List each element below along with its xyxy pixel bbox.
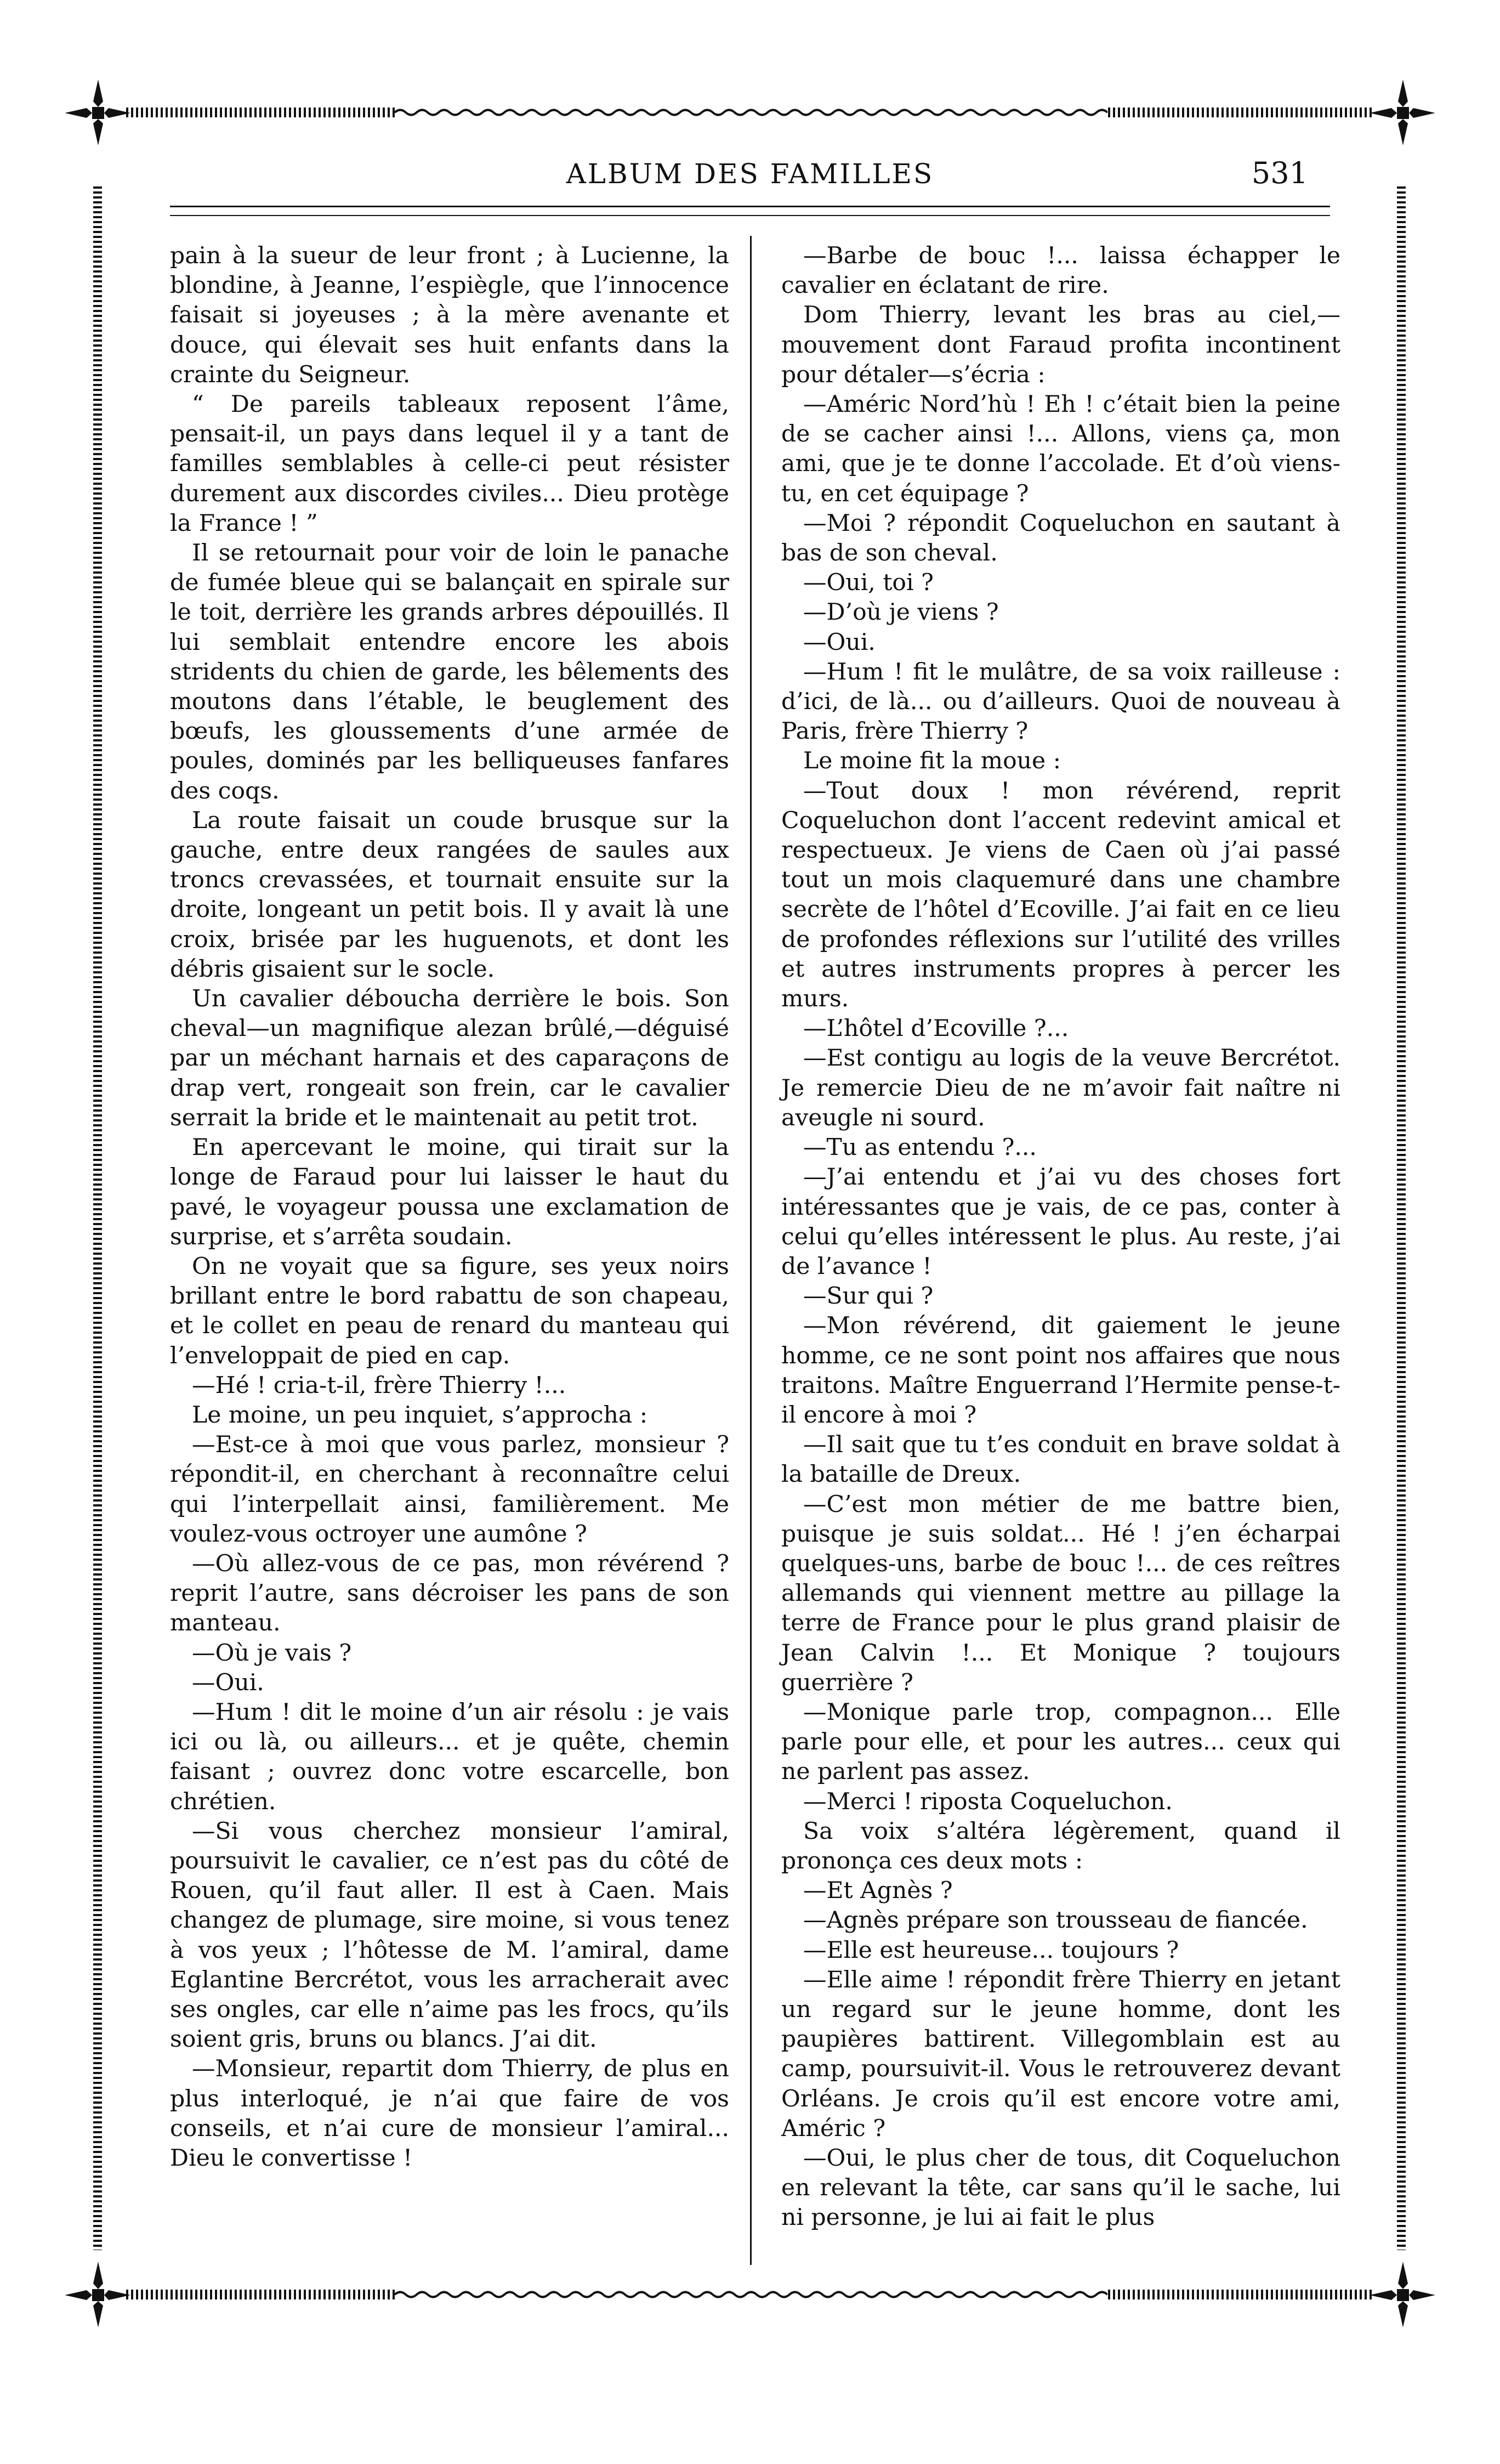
top-wave-ornament (395, 107, 1107, 117)
paragraph: —Est contigu au logis de la veuve Bercrétot. Je remercie Dieu de ne m’avoir fait naître ni aveugle ni sourd. (781, 1045, 1340, 1131)
right-border-ornament (1397, 186, 1406, 2250)
page-title: ALBUM DES FAMILLES (566, 158, 934, 190)
paragraph: —Oui, toi ? (803, 569, 934, 597)
paragraph: —Moi ? répondit Coqueluchon en sautant à bas de son cheval. (781, 509, 1340, 567)
paragraph: —Est-ce à moi que vous parlez, monsieur ? répondit-il, en cherchant à reconnaître celui qui l’interpellait ainsi, familièrement. Me voulez-vous octroyer une aumône ? (170, 1431, 729, 1548)
right-text-column (781, 241, 1340, 2233)
corner-fleuron-icon (65, 2262, 130, 2327)
paragraph: —Elle est heureuse... toujours ? (803, 1936, 1179, 1964)
paragraph: —C’est mon métier de me battre bien, puisque je suis soldat... Hé ! j’en écharpai quelques-uns, barbe de bouc !... de ces reîtres allemands qui viennent mettre au pillage la terre de France pour le plus grand plaisir de Jean Calvin !... Et Monique ? toujours guerrière ? (781, 1491, 1340, 1696)
paragraph: —D’où je viens ? (803, 599, 999, 626)
paragraph: Le moine fit la moue : (803, 747, 1061, 775)
paragraph: —Oui, le plus cher de tous, dit Coqueluchon en relevant la tête, car sans qu’il le sache, lui ni personne, je lui ai fait le plus (781, 2145, 1340, 2231)
paragraph: —J’ai entendu et j’ai vu des choses fort intéressantes que je vais, de ce pas, conter à celui qu’elles intéressent le plus. Au reste, j’ai de l’avance ! (781, 1164, 1340, 1280)
paragraph: —L’hôtel d’Ecoville ?... (803, 1015, 1069, 1043)
paragraph: —Elle aime ! répondit frère Thierry en jetant un regard sur le jeune homme, dont les paupières battirent. Villegomblain est au camp, poursuivit-il. Vous le retrouverez devant Orléans. Je crois qu’il est encore votre ami, Améric ? (781, 1966, 1340, 2142)
running-header (170, 152, 1330, 196)
corner-fleuron-icon (1370, 80, 1435, 145)
page-number: 531 (1251, 156, 1308, 190)
paragraph: —Où je vais ? (192, 1639, 352, 1667)
paragraph: —Hum ! dit le moine d’un air résolu : je vais ici ou là, ou ailleurs... et je quête, chemin faisant ; ouvrez donc votre escarcelle, bon chrétien. (170, 1698, 729, 1815)
paragraph: On ne voyait que sa figure, ses yeux noirs brillant entre le bord rabattu de son chapeau, et le collet en peau de renard du manteau qui l’enveloppait de pied en cap. (170, 1253, 729, 1369)
corner-fleuron-icon (1370, 2262, 1435, 2327)
paragraph: —Merci ! riposta Coqueluchon. (803, 1788, 1173, 1815)
paragraph: —Améric Nord’hù ! Eh ! c’était bien la peine de se cacher ainsi !... Allons, viens ça, mon ami, que je te donne l’accolade. Et d’où viens-tu, en cet équipage ? (781, 391, 1340, 507)
paragraph: —Mon révérend, dit gaiement le jeune homme, ce ne sont point nos affaires que nous traitons. Maître Enguerrand l’Hermite pense-t-il encore à moi ? (781, 1312, 1340, 1429)
paragraph: —Tout doux ! mon révérend, reprit Coqueluchon dont l’accent redevint amical et respectueux. Je viens de Caen où j’ai passé tout un mois claquemuré dans une chambre secrète de l’hôtel d’Ecoville. J’ai fait en ce lieu de profondes réflexions sur l’utilité des vrilles et autres instruments propres à percer les murs. (781, 777, 1340, 1013)
paragraph: —Monsieur, repartit dom Thierry, de plus en plus interloqué, je n’ai que faire de vos conseils, et n’ai cure de monsieur l’amiral... Dieu le convertisse ! (170, 2055, 729, 2172)
paragraph: —Sur qui ? (803, 1283, 934, 1310)
header-rule (170, 206, 1330, 207)
paragraph: “ De pareils tableaux reposent l’âme, pensait-il, un pays dans lequel il y a tant de familles semblables à celle-ci peut résister durement aux discordes civiles... Dieu protège la France ! ” (170, 391, 729, 537)
paragraph: —Si vous cherchez monsieur l’amiral, poursuivit le cavalier, ce n’est pas du côté de Rouen, qu’il faut aller. Il est à Caen. Mais changez de plumage, sire moine, si vous tenez à vos yeux ; l’hôtesse de M. l’amiral, dame Eglantine Bercrétot, vous les arracherait avec ses ongles, car elle n’aime pas les frocs, qu’ils soient gris, bruns ou blancs. J’ai dit. (170, 1817, 729, 2053)
paragraph: —Agnès prépare son trousseau de fiancée. (803, 1907, 1308, 1934)
paragraph: En apercevant le moine, qui tirait sur la longe de Faraud pour lui laisser le haut du pavé, le voyageur poussa une exclamation de surprise, et s’arrêta soudain. (170, 1134, 729, 1250)
paragraph: Sa voix s’altéra légèrement, quand il prononça ces deux mots : (781, 1817, 1340, 1874)
left-text-column (170, 241, 729, 2173)
paragraph: —Et Agnès ? (803, 1877, 953, 1905)
paragraph: —Oui. (803, 628, 876, 656)
paragraph: —Où allez-vous de ce pas, mon révérend ? reprit l’autre, sans décroiser les pans de son manteau. (170, 1550, 729, 1637)
paragraph: Dom Thierry, levant les bras au ciel,—mouvement dont Faraud profita incontinent pour détaler—s’écria : (781, 302, 1340, 388)
paragraph: —Hé ! cria-t-il, frère Thierry !... (192, 1372, 566, 1399)
bottom-wave-ornament (395, 2290, 1107, 2299)
paragraph: —Barbe de bouc !... laissa échapper le cavalier en éclatant de rire. (781, 242, 1340, 299)
column-divider (750, 236, 752, 2265)
header-rule-thin (170, 215, 1330, 216)
paragraph: La route faisait un coude brusque sur la gauche, entre deux rangées de saules aux troncs crevassées, et tournait ensuite sur la droite, longeant un petit bois. Il y avait là une croix, brisée par les huguenots, et dont les débris gisaient sur le socle. (170, 807, 729, 983)
paragraph: —Il sait que tu t’es conduit en brave soldat à la bataille de Dreux. (781, 1431, 1340, 1488)
paragraph: —Tu as entendu ?... (803, 1134, 1037, 1162)
paragraph: pain à la sueur de leur front ; à Lucienne, la blondine, à Jeanne, l’espiègle, que l’innocence faisait si joyeuses ; à la mère avenante et douce, qui élevait ses huit enfants dans la crainte du Seigneur. (170, 242, 729, 388)
paragraph: —Monique parle trop, compagnon... Elle parle pour elle, et pour les autres... ceux qui ne parlent pas assez. (781, 1698, 1340, 1786)
paragraph: Le moine, un peu inquiet, s’approcha : (192, 1401, 648, 1429)
left-border-ornament (93, 186, 102, 2250)
paragraph: —Hum ! fit le mulâtre, de sa voix railleuse : d’ici, de là... ou d’ailleurs. Quoi de nouveau à Paris, frère Thierry ? (781, 658, 1340, 745)
paragraph: Un cavalier débouchа derrière le bois. Son cheval—un magnifique alezan brûlé,—déguisé par un méchant harnais et des caparaçons de drap vert, rongeait son frein, car le cavalier serrait la bride et le maintenait au petit trot. (170, 985, 729, 1131)
paragraph: —Oui. (192, 1669, 264, 1696)
corner-fleuron-icon (65, 80, 130, 145)
paragraph: Il se retournait pour voir de loin le panache de fumée bleue qui se balançait en spirale sur le toit, derrière les grands arbres dépouillés. Il lui semblait entendre encore les abois stridents du chien de garde, les bêlements des moutons dans l’étable, le beuglement des bœufs, les gloussements d’une armée de poules, dominés par les belliqueuses fanfares des coqs. (170, 540, 729, 805)
